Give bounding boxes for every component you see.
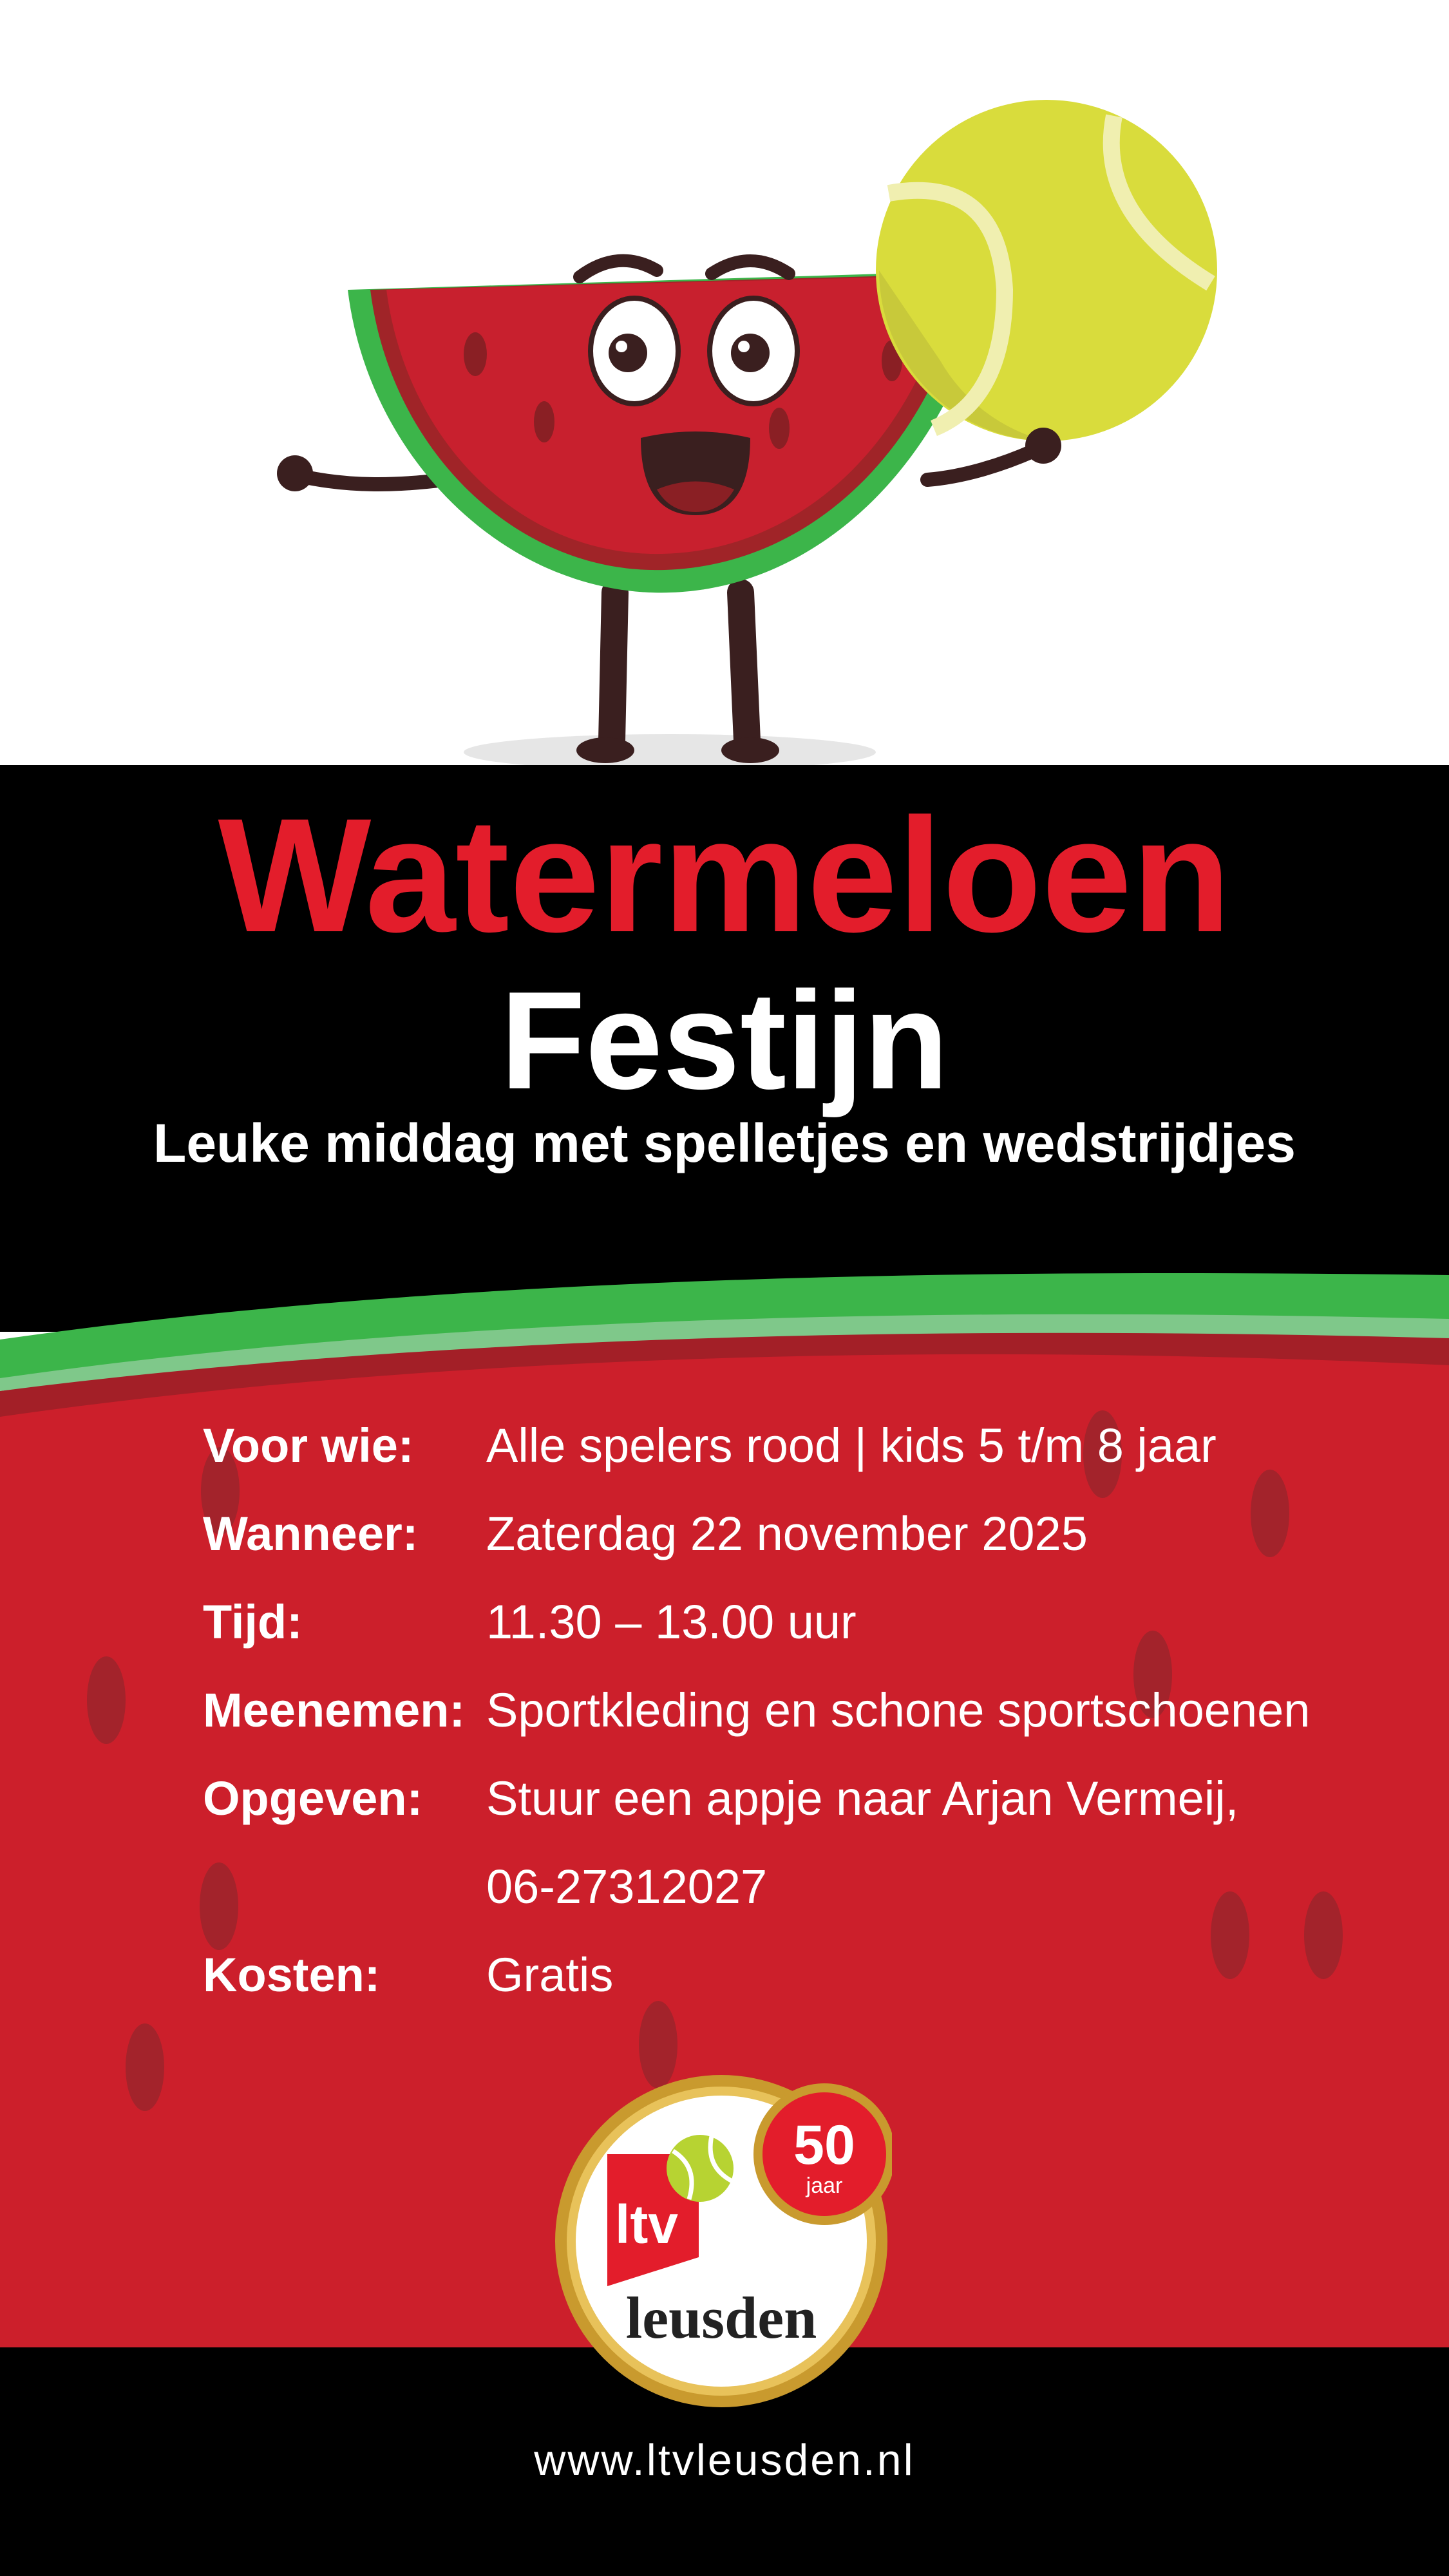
mascot-right-eyebrow [712,261,789,274]
subtitle: Leuke middag met spelletjes en wedstrijdjes [153,1113,1296,1173]
anniversary-text: jaar [806,2174,843,2198]
melon-seed [534,401,554,442]
anniversary-number: 50 [793,2114,855,2176]
info-label-opgeven: Opgeven: [203,1772,423,1825]
logo-tennis-ball-icon [667,2135,734,2202]
eye-highlight [738,341,750,352]
info-label-meenemen: Meenemen: [203,1683,466,1737]
mascot-left-eyebrow [580,261,657,277]
tennis-ball [876,100,1217,441]
panel-seed [200,1862,238,1950]
logo-ltv-text: ltv [615,2194,679,2255]
info-value-voor-wie: Alle spelers rood | kids 5 t/m 8 jaar [486,1419,1217,1472]
eye-highlight [616,341,627,352]
title-festijn: Festijn [500,962,949,1118]
info-value-kosten: Gratis [486,1948,614,2002]
panel-seed [1251,1470,1289,1557]
mascot-left-pupil [609,334,647,372]
mascot-left-hand [277,455,313,491]
mascot-shadow [464,734,876,766]
panel-seed [1304,1891,1343,1979]
panel-seed [1211,1891,1249,1979]
mascot-left-arm [303,477,444,484]
info-label-kosten: Kosten: [203,1948,381,2002]
melon-seed [769,408,790,449]
panel-seed [87,1656,126,1744]
mascot-right-leg [741,592,747,741]
mascot-right-arm [927,451,1034,480]
website-link[interactable]: www.ltvleusden.nl [534,2436,915,2485]
mascot-left-leg [612,592,615,741]
info-label-wanneer: Wanneer: [203,1507,419,1560]
info-value-tijd: 11.30 – 13.00 uur [486,1595,857,1649]
mascot-right-foot [721,737,779,763]
logo-leusden-text: leusden [625,2285,817,2351]
info-label-voor-wie: Voor wie: [203,1419,414,1472]
info-value-meenemen: Sportkleding en schone sportschoenen [486,1683,1311,1737]
melon-seed [464,332,487,376]
info-value-wanneer: Zaterdag 22 november 2025 [486,1507,1088,1560]
title-watermeloen: Watermeloen [218,785,1231,966]
mascot-right-hand [1025,428,1061,464]
info-value-opgeven: Stuur een appje naar Arjan Vermeij, [486,1772,1239,1825]
mascot-right-pupil [731,334,770,372]
panel-seed [126,2023,164,2111]
ltv-leusden-logo [551,2070,892,2412]
info-value-phone: 06-27312027 [486,1860,768,1913]
watermelon-mascot-illustration [0,0,1449,766]
mascot-left-foot [576,737,634,763]
info-label-tijd: Tijd: [203,1595,303,1649]
